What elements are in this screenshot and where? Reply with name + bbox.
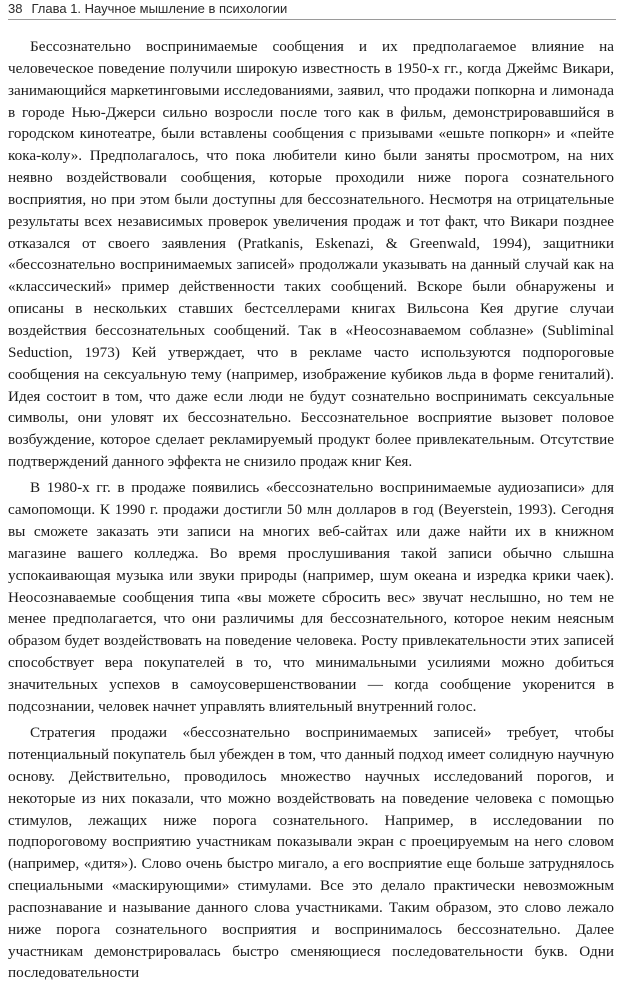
running-head [8, 1, 287, 17]
paragraph-1: Бессознательно воспринимаемые сообщения и их предполагаемое влияние на человеческое поведение получили широкую известность в 1950-х гг., когда Джеймс Викари, занимающийся маркетинговыми исследованиями, заявил, что продажи попкорна и лимонада в городе Нью-Джерси сильно возросли после того как в фильм, демонстрировавшийся в городском кинотеатре, были вставлены сообщения с призывами «ешьте попкорн» и «пейте кока-колу». Предполагалось, что пока любители кино были заняты просмотром, на них неявно воздействовали сообщения, которые проходили ниже порога сознательного восприятия, но при этом были доступны для бессознательного. Несмотря на отрицательные результаты всех независимых проверок увеличения продаж и тот факт, что Викари позднее отказался от своего заявления (Pratkanis, Eskenazi, & Greenwald, 1994), защитники «бессознательно воспринимаемых записей» продолжали указывать на данный случай как на «классический» пример действенности таких сообщений. Вскоре были обнаружены и описаны в нескольких ставших бестселлерами книгах Вильсона Кея другие случаи воздействия бессознательных сообщений. Так в «Неосознаваемом соблазне» (Subliminal Seduction, 1973) Кей утверждает, что в рекламе часто используются подпороговые сообщения на сексуальную тему (например, изображение кубиков льда в форме гениталий). Идея состоит в том, что даже если люди не будут сознательно воспринимать сексуальные символы, они уловят их бессознательно. Бессознательное восприятие вызовет половое возбуждение, которое сделает рекламируемый продукт более привлекательным. Отсутствие подтверждений данного эффекта не снизило продаж книг Кея. [8, 38, 614, 471]
body-text [8, 36, 614, 989]
header-rule [8, 19, 616, 20]
page-number: 38 [8, 1, 23, 16]
chapter-title: Глава 1. Научное мышление в психологии [31, 1, 288, 16]
paragraph-2: В 1980-х гг. в продаже появились «бессознательно воспринимаемые аудиозаписи» для самопомощи. К 1990 г. продажи достигли 50 млн долларов в год (Beyerstein, 1993). Сегодня вы сможете заказать эти записи на многих веб-сайтах или даже найти их в книжном магазине вашего колледжа. Во время прослушивания такой записи обычно слышна успокаивающая музыка или звуки природы (например, шум океана и изредка крики чаек). Неосознаваемые сообщения типа «вы можете сбросить вес» звучат неслышно, но тем не менее предполагается, что они различимы для бессознательного, которое неким неясным образом будет воздействовать на поведение человека. Росту привлекательности этих записей способствует вера покупателей в то, что минимальными усилиями можно добиться значительных успехов в самоусовершенствовании — когда сообщение укоренится в подсознании, человек начнет управлять влиятельный внутренний голос. [8, 479, 614, 715]
paragraph-3: Стратегия продажи «бессознательно воспринимаемых записей» требует, чтобы потенциальный покупатель был убежден в том, что данный подход имеет солидную научную основу. Действительно, проводилось множество научных исследований порогов, и некоторые из них показали, что можно воздействовать на поведение человека с помощью стимулов, лежащих ниже порога сознательного. Например, в исследовании по подпороговому восприятию участникам показывали экран с проецируемым на него словом (например, «дитя»). Слово очень быстро мигало, а его восприятие еще больше затруднялось специальными «маскирующими» стимулами. Все это делало практически невозможным распознавание и называние данного слова участниками. Таким образом, это слово лежало ниже порога сознательного восприятия и воспринималось бессознательно. Далее участникам демонстрировалась быстро сменяющиеся последовательности букв. Одни последовательности [8, 724, 614, 982]
